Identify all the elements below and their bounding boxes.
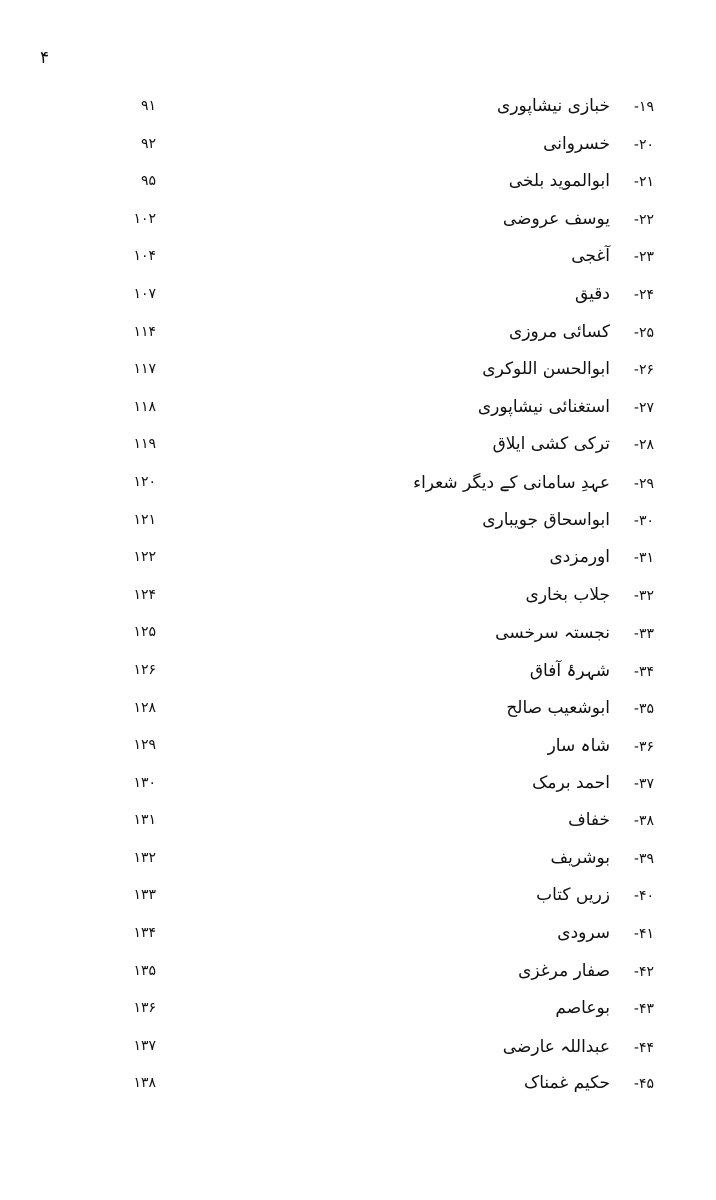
toc-entry [503, 1036, 654, 1057]
entry-number: ۳۵- [633, 700, 654, 717]
entry-page: ۱۳۷ [133, 1037, 156, 1054]
entry-number: ۴۵- [633, 1076, 654, 1093]
toc-entry [524, 1073, 654, 1093]
toc-entry [482, 510, 654, 530]
toc-row [0, 810, 716, 848]
entry-number: ۴۲- [633, 963, 654, 980]
entry-page: ۱۱۷ [133, 361, 156, 378]
entry-page: ۱۲۸ [133, 699, 156, 716]
entry-title: عبداللہ عارضی [502, 1036, 610, 1057]
toc-row [0, 134, 716, 172]
entry-page: ۱۲۲ [133, 549, 156, 566]
toc-row [0, 998, 716, 1036]
entry-title: بوعاصم [555, 998, 610, 1019]
toc-entry [543, 134, 654, 154]
entry-number: ۲۵- [633, 324, 654, 341]
entry-title: صفار مرغزی [518, 960, 610, 981]
toc-row [0, 660, 716, 698]
entry-title: کسائی مروزی [509, 321, 610, 342]
entry-title: ابوشعیب صالح [506, 697, 610, 718]
toc-entry [493, 434, 654, 454]
entry-title: اورمزدی [549, 547, 610, 568]
toc-entry [413, 472, 654, 493]
toc-row [0, 246, 716, 284]
toc-row [0, 284, 716, 322]
entry-title: احمد برمک [532, 772, 610, 793]
entry-number: ۳۷- [633, 775, 654, 792]
toc-row [0, 397, 716, 435]
toc-entry [568, 810, 654, 830]
toc-row [0, 547, 716, 585]
toc-row [0, 322, 716, 360]
entry-number: ۳۰- [633, 512, 654, 529]
entry-page: ۱۰۴ [133, 248, 156, 265]
entry-number: ۱۹- [633, 99, 654, 115]
toc-row [0, 1073, 716, 1111]
entry-page: ۹۵ [140, 173, 156, 190]
entry-page: ۱۳۰ [133, 774, 156, 791]
entry-page: ۱۱۸ [133, 398, 156, 415]
toc-entry [518, 961, 654, 981]
toc-entry [536, 885, 654, 905]
entry-page: ۱۳۴ [133, 925, 156, 942]
entry-title: خبازی نیشاپوری [497, 96, 610, 116]
toc-row [0, 735, 716, 773]
toc-row [0, 885, 716, 923]
entry-number: ۲۷- [633, 399, 654, 416]
entry-page: ۱۳۱ [133, 812, 156, 829]
page-number: ۴ [40, 48, 50, 68]
entry-number: ۲۸- [633, 437, 654, 454]
entry-title: عہدِ سامانی کے دیگر شعراء [413, 472, 610, 493]
entry-number: ۲۳- [633, 249, 654, 266]
entry-page: ۱۳۶ [133, 1000, 156, 1017]
entry-number: ۴۳- [633, 1001, 654, 1018]
toc-entry [509, 322, 654, 342]
entry-number: ۳۸- [633, 813, 654, 830]
entry-title: جلاب بخاری [525, 584, 610, 605]
entry-page: ۱۳۸ [133, 1075, 156, 1092]
toc-row [0, 923, 716, 961]
toc-entry [571, 246, 654, 266]
toc-entry [526, 585, 654, 605]
entry-title: حکیم غمناک [524, 1073, 610, 1094]
entry-page: ۱۲۹ [133, 737, 156, 754]
entry-title: شہرۂ آفاق [529, 660, 610, 681]
entry-title: ابواسحاق جویباری [482, 509, 610, 530]
entry-page: ۱۰۷ [133, 285, 156, 302]
entry-page: ۱۱۴ [133, 323, 156, 340]
entry-page: ۱۰۲ [133, 210, 156, 227]
toc-row [0, 359, 716, 397]
toc-entry [557, 923, 654, 943]
toc-entry [503, 209, 654, 229]
entry-title: آغجی [571, 246, 610, 267]
toc-row [0, 848, 716, 886]
toc-entry [509, 171, 654, 191]
entry-number: ۲۶- [633, 362, 654, 379]
entry-page: ۱۲۶ [133, 661, 156, 678]
toc-entry [555, 998, 654, 1018]
toc-row [0, 171, 716, 209]
entry-number: ۴۰- [633, 888, 654, 905]
toc-row [0, 773, 716, 811]
toc-entry [530, 660, 654, 681]
entry-title: استغنائی نیشاپوری [477, 396, 610, 417]
entry-number: ۳۳- [633, 626, 654, 643]
entry-number: ۳۴- [633, 663, 654, 680]
entry-number: ۳۲- [633, 587, 654, 604]
entry-title: دقیق [574, 283, 610, 304]
toc-entry [478, 397, 654, 417]
toc-row [0, 585, 716, 623]
toc-entry [495, 622, 654, 643]
entry-title: ترکی کشی ایلاق [492, 434, 610, 455]
entry-page: ۱۳۵ [133, 962, 156, 979]
entry-number: ۴۱- [633, 926, 654, 943]
entry-page: ۱۲۵ [133, 624, 156, 641]
entry-page: ۱۲۴ [133, 586, 156, 603]
table-of-contents [0, 96, 716, 1111]
toc-row [0, 1036, 716, 1074]
entry-title: شاہ سار [547, 736, 610, 757]
entry-number: ۴۴- [633, 1039, 654, 1056]
toc-row [0, 510, 716, 548]
entry-number: ۳۶- [633, 739, 654, 756]
toc-entry [497, 96, 654, 116]
entry-number: ۳۹- [633, 850, 654, 867]
toc-row [0, 622, 716, 660]
entry-number: ۳۱- [633, 550, 654, 567]
toc-entry [549, 547, 654, 567]
entry-title: ابوالحسن اللوکری [482, 359, 610, 380]
entry-title: یوسف عروضی [502, 208, 610, 229]
entry-number: ۲۱- [633, 174, 654, 191]
entry-page: ۱۲۱ [133, 511, 156, 528]
entry-title: بوشریف [550, 847, 610, 868]
entry-title: خفاف [568, 810, 610, 831]
entry-page: ۱۱۹ [133, 436, 156, 453]
entry-page: ۱۳۳ [133, 887, 156, 904]
toc-entry [506, 698, 654, 718]
entry-page: ۹۲ [140, 135, 156, 152]
toc-entry [551, 848, 654, 868]
entry-page: ۹۱ [140, 98, 156, 114]
toc-entry [575, 284, 654, 304]
entry-title: ابوالموید بلخی [508, 171, 610, 192]
toc-row [0, 96, 716, 134]
entry-title: خسروانی [543, 133, 610, 154]
entry-number: ۲۲- [633, 211, 654, 228]
entry-number: ۲۹- [633, 475, 654, 492]
toc-row [0, 698, 716, 736]
toc-entry [482, 359, 654, 379]
entry-title: سرودی [557, 923, 610, 944]
entry-number: ۲۴- [633, 286, 654, 303]
toc-entry [548, 735, 654, 756]
entry-title: زریں کتاب [536, 885, 610, 906]
toc-row [0, 472, 716, 510]
entry-page: ۱۲۰ [133, 473, 156, 490]
entry-number: ۲۰- [633, 136, 654, 153]
toc-entry [532, 773, 654, 793]
toc-row [0, 209, 716, 247]
entry-page: ۱۳۲ [133, 849, 156, 866]
entry-title: نجستہ سرخسی [495, 623, 610, 644]
toc-row [0, 434, 716, 472]
toc-row [0, 961, 716, 999]
